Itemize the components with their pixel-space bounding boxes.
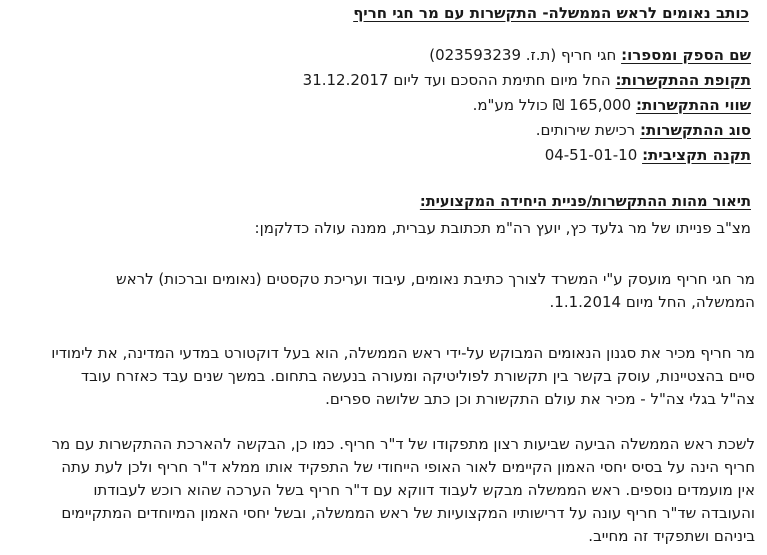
paragraph-1-line: הממשלה, החל מיום 1.1.2014. — [549, 293, 755, 311]
field-label: שם הספק ומספרו: — [621, 46, 751, 64]
field-value: חגי חריף (ת.ז. 023593239) — [429, 46, 617, 64]
section-heading: תיאור מהות ההתקשרות/פניית היחידה המקצועית: — [419, 194, 751, 210]
paragraph-3-line: חריף הינה על בסיס יחסי האמון הקיימים לאור האופי הייחודי של התפקיד אותו ממלא ד"ר חריף ולכן לעת עתה — [61, 458, 755, 476]
field-period — [303, 71, 751, 89]
field-value: החל מיום חתימת ההסכם ועד ליום 31.12.2017 — [302, 71, 611, 89]
document-title: כותב נאומים לראש הממשלה- התקשרות עם מר חגי חריף — [353, 4, 749, 22]
field-type — [536, 121, 751, 139]
paragraph-1-line: מר חגי חריף מועסק ע"י המשרד לצורך כתיבת נאומים, עיבוד ועריכת טקסטים (נאומים וברכות) לראש — [116, 270, 755, 288]
field-value: 165,000 ₪ כולל מע"מ. — [472, 96, 632, 114]
paragraph-3-line: לשכת ראש הממשלה הביעה שביעות רצון מתפקודו של ד"ר חריף. כמו כן, הבקשה להארכת ההתקשרות עם מר — [51, 435, 755, 453]
field-label: תקנה תקציבית: — [642, 146, 751, 164]
field-label: סוג ההתקשרות: — [640, 121, 751, 139]
paragraph-3-line: אין מועמדים נוספים. ראש הממשלה מבקש לעבוד דווקא עם ד"ר חריף בשל הערכה שהוא רוכש לעבודתו — [93, 481, 755, 499]
field-budget-item — [545, 146, 751, 164]
paragraph-2-line: סיים בהצטיינות, עוסק בקשר בין תקשורת לפוליטיקה ומעורה בנעשה בתחום. במשך שנים עבד כאזרח עובד — [80, 367, 755, 385]
paragraph-2-line: מר חריף מכיר את סגנון הנאומים המבוקש על-ידי ראש הממשלה, הוא בעל דוקטורט במדעי המדינה, את לימודיו — [51, 344, 755, 362]
field-supplier — [429, 46, 751, 64]
field-label: שווי ההתקשרות: — [635, 96, 751, 114]
paragraph-3-line: והעובדה שד"ר חריף עונה על דרישותיו המקצועיות של ראש הממשלה, ובשל יחסי האמון המיוחדים המתקיימים — [61, 504, 755, 522]
field-value-amount — [473, 96, 751, 114]
field-label: תקופת ההתקשרות: — [615, 71, 751, 89]
field-value: 04-51-01-10 — [544, 146, 638, 164]
intro-line: מצ"ב פנייתו של מר גלעד כץ, יועץ רה"מ תכתובת עברית, ממנה עולה כדלקמן: — [254, 219, 751, 237]
field-value: רכישת שירותים. — [535, 121, 636, 139]
paragraph-2-line: צה"ל בגלי צה"ל - מכיר את עולם התקשורת וכן כתב שלושה ספרים. — [325, 390, 755, 408]
paragraph-3-line: ביניהם ושתפקיד זה מחייב. — [588, 527, 755, 545]
